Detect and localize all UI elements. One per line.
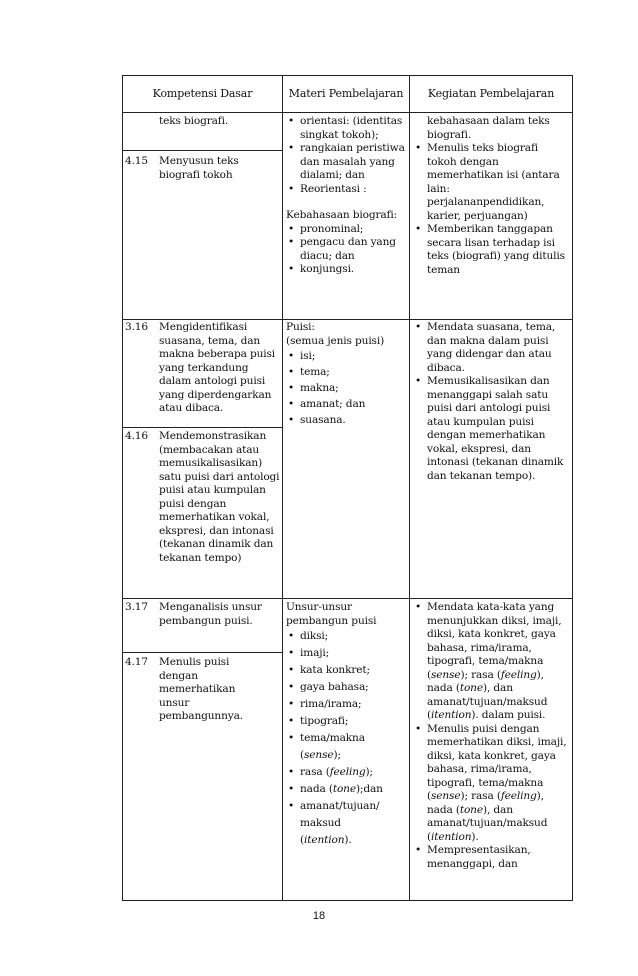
curriculum-table bbox=[122, 75, 573, 901]
item-text: tema/makna bbox=[300, 732, 365, 744]
item-italic: itention bbox=[303, 834, 345, 846]
item-italic: sense bbox=[430, 790, 461, 802]
item-text: ), nada ( bbox=[427, 790, 544, 816]
header-materi: Materi Pembelajaran bbox=[288, 87, 404, 100]
item-text: ). dalam puisi. bbox=[471, 709, 546, 721]
item-italic: tone bbox=[332, 783, 356, 795]
header-divider bbox=[122, 112, 573, 113]
list-item: • makna; bbox=[286, 380, 408, 396]
table-border-bottom bbox=[122, 900, 573, 901]
kegiatan-unsur-puisi bbox=[413, 601, 570, 871]
list-item: • tema/makna (sense); bbox=[286, 730, 408, 764]
row1-inner-divider bbox=[122, 150, 283, 151]
item-text: ). bbox=[471, 830, 479, 843]
list-item: • pronominal; bbox=[286, 223, 408, 237]
table-divider-2 bbox=[409, 75, 410, 901]
item-text: nada bbox=[300, 783, 326, 795]
list-item: • Memusikalisasikan dan menanggapi salah satu puisi dari antologi puisi atau kumpulan puisi dengan memerhatikan vokal, ekspresi, dan intonasi (tekanan dinamik dan tekanan tempo). bbox=[413, 375, 570, 483]
kd-number: 4.17 bbox=[125, 656, 148, 668]
list-item: • tema; bbox=[286, 364, 408, 380]
kd-text: Menganalisis unsur pembangun puisi. bbox=[159, 601, 262, 627]
item-italic: sense bbox=[303, 749, 334, 761]
kd-number: 4.16 bbox=[125, 430, 148, 442]
item-text: ); rasa ( bbox=[460, 790, 501, 802]
item-text: ), dan amanat/tujuan/maksud ( bbox=[427, 682, 548, 721]
list-item: • kata konkret; bbox=[286, 662, 408, 679]
list-item: • suasana. bbox=[286, 412, 408, 428]
item-italic: feeling bbox=[500, 790, 537, 802]
table-border-left bbox=[122, 75, 123, 901]
row1-divider bbox=[122, 319, 573, 320]
list-item: • amanat; dan bbox=[286, 396, 408, 412]
list-item: • tipografi; bbox=[286, 713, 408, 730]
kd-3-17 bbox=[125, 601, 280, 628]
list-item bbox=[413, 723, 570, 845]
list-item: • orientasi: (identitas singkat tokoh); bbox=[286, 115, 408, 142]
kd-3-16 bbox=[125, 321, 280, 416]
kegiatan-biografi bbox=[413, 115, 570, 277]
row2-divider bbox=[122, 598, 573, 599]
header-kegiatan-pembelajaran: Kegiatan Pembelajaran bbox=[427, 87, 555, 100]
list-item: • Menulis teks biografi tokoh dengan memerhatikan isi (antara lain: perjalananpendidikan, karier, perjuangan) bbox=[413, 142, 570, 223]
item-text: ), dan amanat/tujuan/maksud ( bbox=[427, 803, 548, 843]
table-border-top bbox=[122, 75, 573, 76]
list-item: • imaji; bbox=[286, 645, 408, 662]
kd-4-16 bbox=[125, 430, 282, 565]
materi-puisi bbox=[286, 321, 408, 428]
item-italic: tone bbox=[459, 682, 483, 694]
item-italic: itention bbox=[430, 709, 472, 721]
kd-4-15 bbox=[125, 155, 280, 182]
list-item: • isi; bbox=[286, 348, 408, 364]
kd-number: 3.16 bbox=[125, 321, 148, 333]
kegiatan-puisi bbox=[413, 321, 570, 483]
item-italic: sense bbox=[430, 668, 461, 681]
materi-subheading: Kebahasaan biografi: bbox=[286, 209, 397, 221]
materi-biografi bbox=[286, 115, 408, 277]
list-item: • Reorientasi : bbox=[286, 183, 408, 197]
list-item: • diksi; bbox=[286, 628, 408, 645]
item-text: Mendata kata-kata yang menunjukkan diksi, imaji, diksi, kata konkret, gaya bahasa, rima/irama, tipografi, tema/makna ( bbox=[427, 601, 562, 681]
header-kompetensi-dasar: Kompetensi Dasar bbox=[152, 87, 253, 100]
kd-number: 4.15 bbox=[125, 155, 148, 167]
materi-heading: Unsur-unsur pembangun puisi bbox=[286, 601, 377, 627]
kd-text: Menulis puisi dengan memerhatikan unsur pembangunnya. bbox=[159, 656, 243, 722]
item-text: Menulis puisi dengan memerhatikan diksi, imaji, diksi, kata konkret, gaya bahasa, rima/irama, tipografi, tema/makna ( bbox=[427, 722, 567, 802]
list-item: • konjungsi. bbox=[286, 263, 408, 277]
list-item: • Mempresentasikan, menanggapi, dan bbox=[413, 844, 570, 871]
item-text: ), nada ( bbox=[427, 668, 544, 694]
list-item: • gaya bahasa; bbox=[286, 679, 408, 696]
kd-text: Mendemonstrasikan (membacakan atau memusikalisasikan) satu puisi dari antologi puisi atau kumpulan puisi dengan memerhatikan vokal, ekspresi, dan intonasi (tekanan dinamik dan tekanan tempo) bbox=[159, 430, 280, 564]
materi-heading: Puisi: bbox=[286, 321, 315, 333]
item-italic: feeling bbox=[329, 766, 366, 778]
list-item: • Mendata suasana, tema, dan makna dalam puisi yang didengar dan atau dibaca. bbox=[413, 321, 570, 375]
page-number: 18 bbox=[312, 910, 326, 922]
kd-text: Mengidentifikasi suasana, tema, dan makna beberapa puisi yang terkandung dalam antologi puisi yang diperdengarkan atau dibaca. bbox=[159, 321, 276, 414]
kd-text: Menyusun teks biografi tokoh bbox=[159, 155, 239, 181]
item-text: amanat/tujuan/ maksud bbox=[300, 800, 380, 829]
list-item bbox=[413, 601, 570, 723]
list-item: • Memberikan tanggapan secara lisan terhadap isi teks (biografi) yang ditulis teman bbox=[413, 223, 570, 277]
materi-subheading: (semua jenis puisi) bbox=[286, 334, 385, 347]
kd-continuation: teks biografi. bbox=[159, 115, 229, 127]
item-text: ); rasa ( bbox=[460, 668, 501, 681]
list-item: • amanat/tujuan/ maksud (itention). bbox=[286, 798, 408, 849]
list-item: • rangkaian peristiwa dan masalah yang dialami; dan bbox=[286, 142, 408, 183]
item-italic: tone bbox=[459, 803, 483, 816]
item-italic: feeling bbox=[500, 668, 537, 681]
list-item: • rima/irama; bbox=[286, 696, 408, 713]
item-text: rasa bbox=[300, 766, 323, 778]
list-item: • rasa (feeling); bbox=[286, 764, 408, 781]
table-border-right bbox=[572, 75, 573, 901]
table-divider-1 bbox=[282, 75, 283, 901]
kegiatan-continuation: kebahasaan dalam teks biografi. bbox=[427, 115, 550, 141]
list-item: • pengacu dan yang diacu; dan bbox=[286, 236, 408, 263]
kd-4-17 bbox=[125, 656, 280, 724]
list-item: • nada (tone);dan bbox=[286, 781, 408, 798]
kd-number: 3.17 bbox=[125, 601, 148, 613]
materi-unsur-puisi bbox=[286, 601, 408, 849]
row3-inner-divider bbox=[122, 652, 283, 653]
item-italic: itention bbox=[430, 830, 472, 843]
row2-inner-divider bbox=[122, 427, 283, 428]
